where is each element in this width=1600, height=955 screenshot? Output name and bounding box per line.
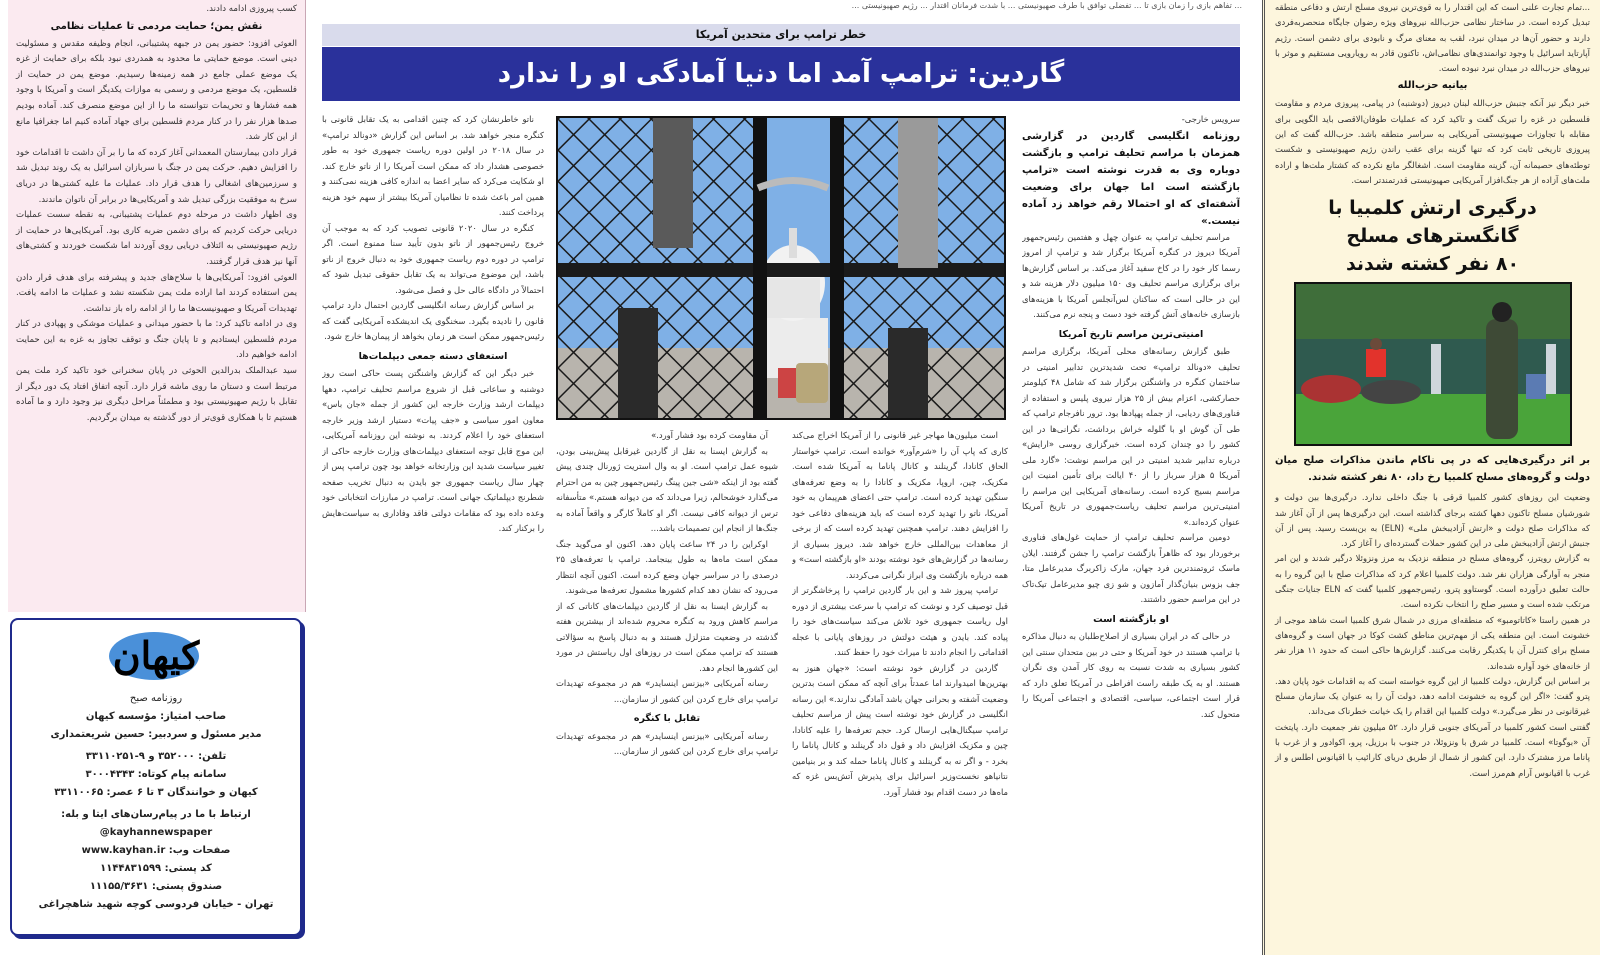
left-paragraph: قرار دادن بیمارستان المعمدانی آغاز کرده که ما را بر آن داشت تا اقدامات خود را افزایش دهیم. حرکت یمن در جنگ با سربازان اسرائیل به یک روند تبدیل شد و سرزمین‌های اشغالی را هدف قرار داد. عملیات ما علیه کشتی‌ها در دریای سرخ به موفقیت بزرگی تبدیل شد و آمریکایی‌ها در برابر آن ناتوان ماندند. [16,147,297,205]
masthead-readers-phone: کیهان و خوانندگان ۳ تا ۶ عصر: ۳۳۱۱۰۰۶۵ [54,787,258,798]
kayhan-logo [81,626,231,686]
article-paragraph: گاردین در گزارش خود نوشته است: «جهان هنوز به بهترین‌ها امیدوارند اما عمدتاً برای آنچه که ممکن است بدترین وضعیت آشفته و بحرانی جهان باشد آمادگی ندارند.» این رسانه انگلیسی در گزارش خود نوشته است پیش از مراسم تحلیف ترامپ سیگنال‌هایی ارسال کرد. حجم تعرفه‌ها را علیه کانادا، چین و مکزیک افزایش داد و قول داد گرینلند و کانال پاناما را بخرد - و اگر نه به گرینلند و کانال پاناما حمله کند و بر بنیامین نتانیاهو نخست‌وزیر اسرائیل برای پذیرش آتش‌بس غزه که ماه‌ها در دست اقدام بود فشار آورد. [792,662,1008,797]
left-subheading: نقش یمن؛ حمایت مردمی تا عملیات نظامی [50,20,263,32]
article-byline: سرویس خارجی- [1181,114,1240,124]
masthead-po-box: صندوق پستی: ۱۱۱۵۵/۳۶۳۱ [89,881,223,892]
article-paragraph: در حالی که در ایران بسیاری از اصلاح‌طلبان به دنبال مذاکره با ترامپ هستند در خود آمریکا و حتی در بین متحدان سنتی این کشور بسیاری به شدت نسبت به روی کار آمدن وی نگران هستند. او به یک طبقه راست افراطی در آمریکا تعلق دارد که قرار است اجتماعی، سیاسی، اقتصادی و اجتماعی آمریکا را متحول کند. [1022,631,1240,719]
left-paragraph: العوثی افزود: آمریکایی‌ها با سلاح‌های جدید و پیشرفته برای هدف قرار دادن یمن استفاده کردند اما اراده ملت یمن شکسته نشد و عملیات ما ادامه یافت. تهدیدات آمریکا و صهیونیست‌ها ما را از ادامه راه باز نداشت. [16,272,297,314]
colombia-lead: بر اثر درگیری‌هایی که در پی ناکام ماندن مذاکرات صلح میان دولت و گروه‌های مسلح کلمبیا رخ داد، ۸۰ نفر کشته شدند. [1275,455,1590,484]
article-paragraph: دومین مراسم تحلیف ترامپ از حمایت غول‌های فناوری برخوردار بود که ظاهراً بازگشت ترامپ را جشن گرفتند. ایلان ماسک ثروتمندترین فرد جهان، مارک زاکربرگ مدیرعامل متا، جف بزوس بنیان‌گذار آمازون و شو زی چیو مدیرعامل تیک‌تاک در این مراسم حضور داشتند. [1022,532,1240,604]
left-paragraph: وی در ادامه تاکید کرد: ما با حضور میدانی و عملیات موشکی و پهپادی در کنار مردم فلسطین ایستادیم و تا پایان جنگ و توقف تجاوز به غزه به این حمایت ادامه خواهیم داد. [16,319,297,361]
masthead-social-handle[interactable]: @kayhannewspaper [99,827,213,838]
masthead-address: تهران - خیابان فردوسی کوچه شهید شاهچراغی [38,899,274,910]
masthead-phone: تلفن: ۳۵۲۰۰۰ و ۹-۳۳۱۱۰۲۵۱ [85,751,227,762]
left-paragraph: وی اظهار داشت در مرحله دوم عملیات پشتیبانی، به نقطه سست عملیات دریایی حرکت کردیم که برای دشمن ضربه کاری بود. آمریکایی‌ها در حمایت از رژیم صهیونیستی به ائتلاف دریایی روی آوردند اما شکست خوردند و کشتی‌های آنها نیز هدف قرار گرفتند. [16,210,297,267]
right-column-article [1262,0,1600,955]
capitol-fence-image-icon [558,118,1004,418]
left-paragraph: سید عبدالملک بدرالدین الحوثی در پایان سخنرانی خود تاکید کرد ملت یمن مرتبط است و دستان ما روی ماشه قرار دارد. آنچه اتفاق افتاد یک دور دیگر از تقابل با رژیم صهیونیستی بود و مطمئناً مراحل دیگری نیز وجود دارد و ما آماده هستیم تا با همکاری قوی‌تر از دور گذشته به میدان برگردیم. [16,366,297,423]
masthead-line: روزنامه صبح [129,693,183,704]
article-subheading: امنیتی‌ترین مراسم تاریخ آمریکا [1058,328,1204,340]
article-paragraph: کنگره در سال ۲۰۲۰ قانونی تصویب کرد که به موجب آن خروج رئیس‌جمهور از ناتو بدون تأیید سنا ممنوع است. اگر ترامپ در دوره دوم ریاست جمهوری خود به دنبال خروج از ناتو باشد، این موضوع می‌تواند به یک تقابل حقوقی تبدیل شود که احتمالاً در دادگاه عالی حل و فصل می‌شود. [322,222,544,295]
right-subheading: بیانیه حزب‌الله [1397,80,1468,92]
article-column-1 [1022,112,1240,942]
colombia-soldier-photo [1294,282,1572,446]
colombia-photo-image-icon [1296,284,1570,444]
masthead-postal-code: کد پستی: ۱۱۴۴۸۳۱۵۹۹ [100,863,212,874]
article-paragraph: اوکراین را در ۲۴ ساعت پایان دهد. اکنون او می‌گوید جنگ ممکن است ماه‌ها به طول بینجامد. ترامپ با تعرفه‌های ۲۵ درصدی را در سراسر جهان وضع کرده است. اکنون آنچه انتظار می‌رود که نشان دهد کدام کشورها مشمول تعرفه‌ها می‌شوند. [556,538,778,595]
article-subheading: او بازگشته است [1093,613,1169,625]
logo-text: کیهان [112,633,200,678]
article-column-4 [322,112,544,942]
left-column-article [8,0,306,612]
colombia-paragraph: در همین راستا «کاتاتومبو» که منطقه‌ای مرزی در شمال شرق کلمبیا است شاهد موجی از خشونت است. این منطقه یکی از مهم‌ترین مناطق کشت کوکا در جهان است و گروه‌های مسلح برای کنترل آن با یکدیگر رقابت می‌کنند. گزارش‌ها حاکی است که حدود ۱۱ هزار نفر از خانه‌های خود آواره شده‌اند. [1275,614,1590,671]
article-paragraph: به گزارش ایسنا به نقل از گاردین غیرقابل پیش‌بینی بودن، شیوه عمل ترامپ است. او به وال استریت ژورنال چندی پیش گفته بود از اینکه «شی جین پینگ رئیس‌جمهور چین به من احترام می‌گذارد خوشحالم، زیرا می‌داند که من دیوانه هستم.» متأسفانه ترس از دیوانه کافی نیست. اگر او کاملاً کارگر و واقعاً آماده به جنگ‌ها از انجام این تصمیمات باشد... [556,445,778,533]
article-paragraph: رسانه آمریکایی «بیزنس اینسایدر» هم در مجموعه تهدیدات ترامپ برای خارج کردن این کشور از سازمان... [556,678,778,704]
masthead-box [10,618,302,936]
right-top-paragraph: ...تمام تجارت علنی است که این اقتدار را به قوی‌ترین نیروی مسلح ارتش و دفاعی منطقه تبدیل کرده است. در ساختار نظامی حزب‌الله نیروهای ویژه رضوان جایگاه منحصربه‌فردی دارند و حضور آن‌ها در میدان نبرد، لقب به معنای مرگ و نابودی برای دشمن است. رژیم آپارتاید اسرائیل با وجود توانمندی‌های نظامی‌اش، تاکنون قادر به رویارویی مستقیم و موثر با نیروهای حزب‌الله در میدان نبرد نبوده است. [1275,2,1590,74]
masthead-line: مدیر مسئول و سردبیر: حسین شریعتمداری [50,729,262,740]
masthead-sms: سامانه پیام کوتاه: ۳۰۰۰۴۳۴۳ [85,769,227,780]
left-paragraph: العوثی افزود: حضور یمن در جبهه پشتیبانی، انجام وظیفه مقدس و مسئولیت دینی است. موضع حمایتی ما محدود به همدردی نبود بلکه برای حمایت از غزه یک موضع عملی جامع در همه زمینه‌ها رسیدیم. موضع یمن در حمایت از فلسطین، یک موضع مردمی و رسمی به موازات یکدیگر است و آمریکا با وجود همه فشارها و تحریمات نتوانسته ما را از این موضع منصرف کند. آماده بودیم صدها هزار نفر را در کنار مردم فلسطین برای جهاد آماده کنیم اما جغرافیا مانع از این کار شد. [16,38,297,143]
article-subheading: تقابل با کنگره [633,713,701,724]
right-paragraph: خبر دیگر نیز آنکه جنبش حزب‌الله لبنان دیروز (دوشنبه) در پیامی، پیروزی مردم و مقاومت فلسطین در غزه را تبریک گفت و تاکید کرد که عملیات طوفان‌الاقصی باید الگویی برای مقابله با تجاوزات صهیونیستی آمریکایی به سراسر منطقه باشد. حزب‌الله گفت که این پیروزی تاریخی ثابت کرد که تنها گزینه برای عقب راندن رژیم صهیونیستی و شکست توطئه‌های حصیمانه آن، گزینه مقاومت است. اشغالگر مانع نکرده که کشتار ملت‌ها و اراده ملت‌های آزاده از هر جنگ‌افزار آمریکایی صهیونیستی قدرتمندتر است. [1275,98,1590,185]
colombia-paragraph: وضعیت این روزهای کشور کلمبیا قرقی با جنگ داخلی ندارد. درگیری‌ها بین دولت و شورشیان مسلح تاکنون دهها کشته برجای گذاشته است. این درگیری‌ها پس از آن آغاز شد که مذاکرات صلح دولت و «ارتش آزادیبخش ملی» (ELN) به بن‌بست رسید. پس از آن جنبش ارتش آزادیبخش ملی در این کشور حملات گسترده‌ای را آغاز کرد. [1275,492,1590,549]
article-subheading: استعفای دسته جمعی دیپلمات‌ها [358,350,508,362]
article-paragraph: است میلیون‌ها مهاجر غیر قانونی را از آمریکا اخراج می‌کند کاری که پاپ آن را «شرم‌آور» خوانده است. ترامپ خواستار الحاق کانادا، گرینلند و کانال پاناما به آمریکا شده است. مکزیک، چین، اروپا، مکزیک و کانادا را به وضع تعرفه‌های سنگین تهدید کرده است. ترامپ حتی اعضای هم‌پیمان به خود آمریکا، ناتو را تهدید کرده است که باید هزینه‌های دفاعی خود را افزایش دهند. ترامپ همچنین تهدید کرده است که از برخی از معاهدات بین‌المللی خارج خواهد شد. دیروز بسیاری از رسانه‌ها در گزارش‌های خود نوشته بودند «او بازگشته است» و همه درباره بازگشت وی ابراز نگرانی می‌کردند. [792,430,1008,580]
article-paragraph: خبر دیگر این که گزارش واشنگتن پست حاکی است روز دوشنبه و ساعاتی قبل از شروع مراسم تحلیف ترامپ، دهها دیپلمات ارشد وزارت خارجه این کشور از جمله «جان باس» معاون امور سیاسی و «جف پیات» دستیار ارشد وزیر خارجه استعفای خود را اعلام کردند. به نوشته این روزنامه آمریکایی، این موج قابل توجه استعفای دیپلمات‌های وزارت خارجه حاکی از تغییر سیاست شدید این وزارتخانه خواهد بود چون ترامپ پس از چهار سال ریاست جمهوری جو بایدن به دنبال تخریب صفحه شطرنج دیپلماتیک جهانی است. ترامپ در مبارزات انتخاباتی خود وعده داده بود که مقامات دولتی فاقد وفاداری به سیاست‌هایش را برکنار کند. [322,368,544,533]
colombia-headline-line-2: ۸۰ نفر کشته شدند [1345,253,1520,276]
article-paragraph: ناتو خاطرنشان کرد که چنین اقدامی به یک تقابل قانونی با کنگره منجر خواهد شد. بر اساس این گزارش «دونالد ترامپ» در سال ۲۰۱۸ در اولین دوره ریاست جمهوری خود به طور خصوصی هشدار داد که ممکن است آمریکا را از ناتو خارج کند. او شکایت می‌کرد که سایر اعضا به اندازه کافی هزینه نمی‌کنند و همین امر باعث شده تا نظامیان آمریکا بیشتر از سهم خود هزینه پرداخت کنند. [322,114,544,217]
colombia-paragraph: به گزارش رویترز، گروه‌های مسلح در منطقه نزدیک به مرز ونزوئلا درگیر شدند و این امر منجر به آوارگی هزاران نفر شد. دولت کلمبیا اعلام کرد که مذاکرات صلح با این گروه را به حالت تعلیق درآورده است. گوستاوو پترو، رئیس‌جمهور کلمبیا گفت که ELN جنایات جنگی مرتکب شده است و مسیر صلح را انتخاب نکرده است. [1275,553,1590,610]
article-paragraph: مراسم تحلیف ترامپ به عنوان چهل و هفتمین رئیس‌جمهور آمریکا دیروز در کنگره آمریکا برگزار شد و ترامپ از امروز رسما کار خود را در کاخ سفید آغاز می‌کند. بر اساس گزارش‌ها برای برگزاری مراسم تحلیف وی ۱۵۰ میلیون دلار هزینه شد و این در حالی است که ساکنان لس‌آنجلس آمریکا با هزینه‌های بازسازی خانه‌های آتش گرفته خود دست و پنجه نرم می‌کنند. [1022,231,1240,319]
article-paragraph: بر اساس گزارش رسانه انگلیسی گاردین احتمال دارد ترامپ قانون را نادیده بگیرد. سخنگوی یک اندیشکده آمریکایی گفت که رئیس‌جمهور ممکن است هر زمان بخواهد از پیمان‌ها خارج شود. [322,300,544,341]
article-column-2 [792,428,1008,942]
article-paragraph: رسانه آمریکایی «بیزنس اینسایدر» هم در مجموعه تهدیدات ترامپ برای خارج کردن این کشور از سازمان... [556,730,778,756]
article-headline: گاردین: ترامپ آمد اما دنیا آمادگی او را ندارد [322,47,1240,101]
masthead-website[interactable]: صفحات وب: www.kayhan.ir [81,845,231,856]
article-paragraph: به گزارش ایسنا به نقل از گاردین دیپلمات‌های کاناتی که از مراسم کاهش ورود به کنگره محروم شده‌اند از بیشترین هفته گذشته در وضعیت متزلزل هستند و به دنبال پاسخ به سؤالاتی هستند که ترامپ ممکن است در روزهای اول ریاستش در مورد این کشورها انجام دهد. [556,600,778,673]
article-lead: روزنامه انگلیسی گاردین در گزارشی همزمان با مراسم تحلیف ترامپ و بازگشت دوباره وی به قدرت نوشته است «ترامپ بازگشته است اما جهان برای وضعیت آشفته‌ای که او احتمالا رقم خواهد زد آماده نیست.» [1022,130,1240,227]
article-paragraph: آن مقاومت کرده بود فشار آورد.» [651,430,768,440]
colombia-paragraph: بر اساس این گزارش، دولت کلمبیا از این گروه خواسته است که به اقدامات خود پایان دهد. پترو گفت: «اگر این گروه به خشونت ادامه دهد، دولت آن را به عنوان یک سازمان مسلح غیرقانونی در نظر می‌گیرد.» دولت کلمبیا این اقدام را یک خیانت خطرناک می‌داند. [1275,675,1590,717]
article-column-3 [556,428,778,942]
colombia-headline [1275,194,1590,278]
article-kicker: خطر ترامپ برای متحدین آمریکا [322,24,1240,46]
colombia-paragraph: گفتنی است کشور کلمبیا در آمریکای جنوبی قرار دارد. ۵۲ میلیون نفر جمعیت دارد. پایتخت آن «بوگوتا» است. کلمبیا در شرق با ونزوئلا، در جنوب با برزیل، پرو، اکوادور و از غرب با پاناما مرز مشترک دارد. این کشور از شمال از طریق دریای کارائیب با اقیانوس اطلس و از غرب با اقیانوس آرام هم‌مرز است. [1275,721,1590,778]
capitol-fence-photo [556,116,1006,420]
article-paragraph: ترامپ پیروز شد و این بار گاردین ترامپ را پرخاشگرتر از قبل توصیف کرد و نوشت که ترامپ با سرعت بیشتری از دوره اول ریاست جمهوری خود تلاش می‌کند سیاست‌های خود را پیاده کند. بایدن و هیئت دولتش در روزهای پایانی با عجله اقداماتی را انجام دادند تا میراث خود را حفظ کنند. [792,585,1008,657]
masthead-messenger-label: ارتباط با ما در پیام‌رسان‌های ایتا و بله: [61,809,251,820]
left-top-fragment: کسب پیروزی ادامه دادند. [206,4,297,14]
article-paragraph: طبق گزارش رسانه‌های محلی آمریکا، برگزاری مراسم تحلیف «دونالد ترامپ» تحت شدیدترین تدابیر امنیتی در ساختمان کنگره در واشنگتن برگزار شد که شامل ۴۸ کیلومتر حصارکشی، اعزام بیش از ۲۵ هزار نیروی پلیس و استفاده از فناوری‌های ردیابی، از جمله پهپادها بود. ترور نافرجام ترامپ که طی آن گوش او با گلوله خراش برداشت، نگرانی‌ها در این کشور را دو چندان کرده است. خبرگزاری روسی «ارایش» درباره تدابیر شدید امنیتی در این مراسم نوشت: «گارد ملی آمریکا ۵ هزار سرباز را از ۴۰ ایالت برای تأمین امنیت این مراسم بسیج کرده است. رسانه‌های آمریکایی این مراسم را امنیتی‌ترین مراسم تحلیف ریاست‌جمهوری در تاریخ آمریکا عنوان کرده‌اند.» [1022,346,1240,527]
colombia-headline-line-1: درگیری ارتش کلمبیا با گانگسترهای مسلح [1328,197,1537,248]
masthead-line: صاحب امتیاز: مؤسسه کیهان [85,711,227,722]
previous-article-fragment: ... تفاهم بازی را زمان بازی تا ... تفضلی توافق با طرف صهیونیستی ... با شدت فرمانان اقتدار ... رژیم صهیونیستی ... [851,1,1242,10]
